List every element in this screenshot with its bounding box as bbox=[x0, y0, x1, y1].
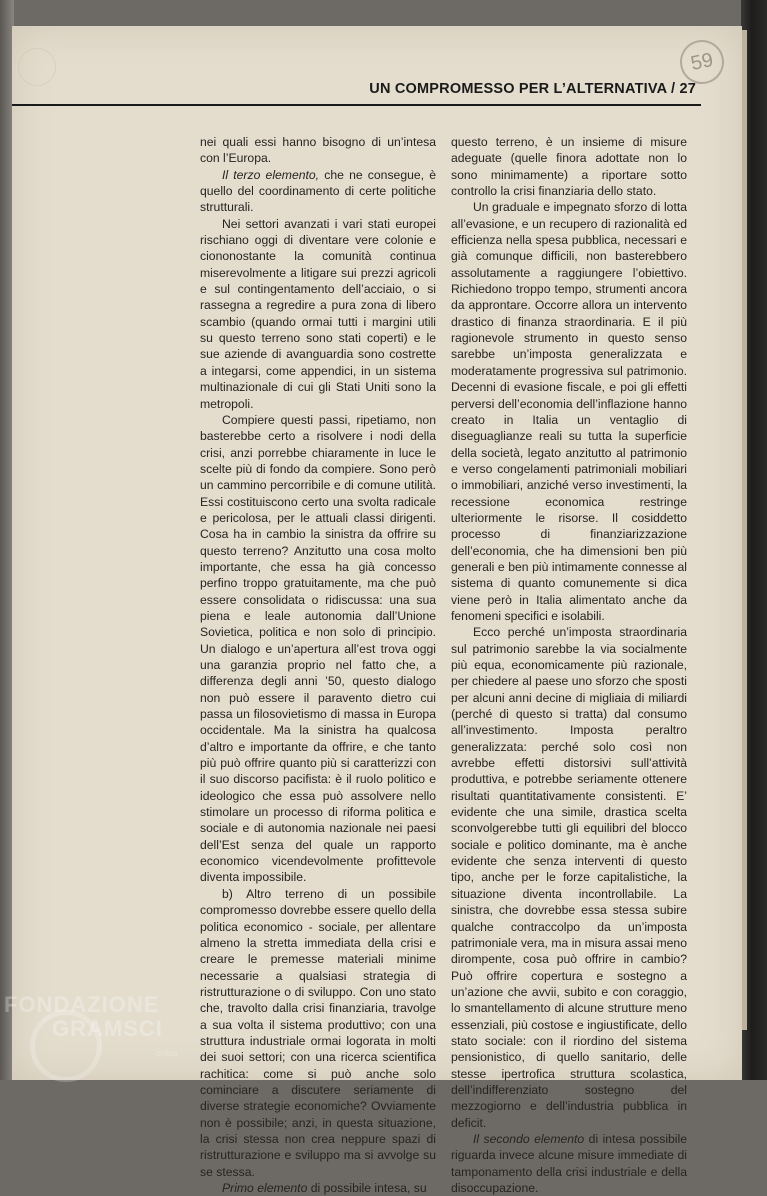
paragraph bbox=[451, 1131, 687, 1196]
emphasis-terzo: Il terzo elemento, bbox=[222, 167, 320, 182]
scan-edge-right bbox=[741, 0, 767, 1080]
paragraph-rest: di intesa possibile riguarda invece alcune misure immediate di tamponamento della crisi industriale e della disoccupazione. bbox=[451, 1131, 687, 1195]
paragraph: b) Altro terreno di un possibile compromesso dovrebbe essere quello della politica economico - sociale, per allentare almeno la stretta immediata della crisi e creare le premesse materiali minime necessarie a qualsiasi strategia di ristrutturazione o di sviluppo. Con uno stato che, travolto dalla crisi finanziaria, travolge a sua volta il sistema produttivo; con una struttura industriale ormai logorata in molti dei suoi settori; con una ricerca scientifica rachitica: come si può anche solo cominciare a discutere seriamente di diverse strategie economiche? Ovviamente non è possibile; anzi, in questa situazione, la crisi stessa non crea neppure spazi di ristrutturazione e sviluppo ma si avvolge su se stessa. bbox=[200, 886, 436, 1179]
paragraph: nei quali essi hanno bisogno di un’intesa con l’Europa. bbox=[200, 135, 436, 166]
paragraph-rest: che ne consegue, è quello del coordinamento di certe politiche strutturali. bbox=[200, 167, 436, 215]
paragraph: Nei settori avanzati i vari stati europei rischiano oggi di diventare vere colonie e ciononostante la comunità continua miserevolmente a litigare sui prezzi agricoli e sul contingentamento dell’acciaio, o si rassegna a regredire a pura zona di libero scambio (quando ormai tutti i margini utili su questo terreno sono stati coperti) e le sue aziende di avanguardia sono costrette a integarsi, come appendici, in un sistema multinazionale di cui gli Stati Uniti sono la metropoli. bbox=[200, 216, 436, 411]
emphasis-primo: Primo elemento bbox=[222, 1181, 308, 1195]
paragraph-rest: di possibile intesa, su bbox=[307, 1181, 427, 1195]
watermark-line3: onlus bbox=[156, 1048, 178, 1058]
document-page bbox=[12, 26, 742, 1195]
watermark-line1: FONDAZIONE bbox=[4, 992, 160, 1017]
right-column bbox=[451, 134, 687, 1196]
header-rule bbox=[12, 104, 701, 106]
paragraph: Ecco perché un’imposta straordinaria sul patrimonio sarebbe la via socialmente più equa, economicamente più razionale, per chiedere al paese uno sforzo che sposti per alcuni anni decine di migliaia di miliardi (perché di questo si tratta) dal consumo all’investimento. Imposta peraltro generalizzata: perché solo così non avrebbe effetti distorsivi sull’attività produttiva, e potrebbe seriamente ottenere risultati quantitativamente consistenti. E’ evidente che una simile, drastica scelta sconvolgerebbe tutti gli equilibri del blocco sociale e politico dominante, ma è anche evidente che senza interventi di questo tipo, anche per le forze capitalistiche, la situazione diventa incontrollabile. La sinistra, che dovrebbe essa stessa subire qualche contraccolpo da un’imposta patrimoniale vera, ma in misura assai meno dirompente, cosa può offrire in cambio? Può offrire copertura e sostegno a un’azione che avvii, subito e con coraggio, lo smantellamento di alcune strutture meno essenziali, più costose e ingiustificate, dello stato sociale: con il riordino del sistema pensionistico, di quello sanitario, delle stesse ipertrofica struttura scolastica, dell’indifferenziato sostegno del mezzogiorno e dell’industria pubblica in deficit. bbox=[451, 625, 687, 1130]
left-column bbox=[200, 134, 436, 1196]
running-header: UN COMPROMESSO PER L’ALTERNATIVA / 27 bbox=[369, 81, 696, 97]
paragraph bbox=[200, 167, 436, 216]
emphasis-secondo: Il secondo elemento bbox=[473, 1131, 585, 1146]
paragraph: questo terreno, è un insieme di misure adeguate (quelle finora adottate non lo sono minimamente) a riportare sotto controllo la crisi finanziaria dello stato. bbox=[451, 135, 687, 199]
watermark bbox=[4, 993, 194, 1065]
paragraph: Un graduale e impegnato sforzo di lotta all’evasione, e un recupero di razionalità ed efficienza nella spesa pubblica, necessari e già comunque difficili, non basterebbero assolutamente a raggiungere l’obiettivo. Richiedono troppo tempo, strumenti ancora da approntare. Occorre allora un intervento drastico di finanza straordinaria. E il più ragionevole strumento in questo senso sarebbe un’imposta generalizzata e moderatamente progressiva sul patrimonio. Decenni di evasione fiscale, e poi gli effetti perversi dell’economia dell’inflazione hanno creato in Italia un ventaglio di diseguaglianze reali su tutta la superficie della società, legato anzitutto al patrimonio e verso congelamenti patrimoniali mobiliari o immobiliari, anziché verso investimenti, la recessione economica restringe ulteriormente le risorse. Il cosiddetto processo di finanziarizzazione dell’economia, che ha dimensioni ben più generali e ben più intimamente connesse al sistema di quanto comunemente si dica viene però in Italia alimentato anche da fenomeni specifici e isolabili. bbox=[451, 200, 687, 623]
page-number-stamp: 59 bbox=[676, 36, 728, 88]
paragraph: Compiere questi passi, ripetiamo, non basterebbe certo a risolvere i nodi della crisi, anzi porrebbe chiaramente in luce le scelte più di fondo da compiere. Sono però un cammino percorribile e di comune utilità. Essi costituiscono certo una svolta radicale e pericolosa, per le attuali classi dirigenti. Cosa ha in cambio la sinistra da offrire su questo terreno? Anzitutto una cosa molto importante, che essa ha già concesso perfino troppo gratuitamente, ma che può essere consolidata o ridiscussa: una sua piena e leale autonomia dall’Unione Sovietica, politica e non solo di principio. Un dialogo e un’apertura all’est trova oggi una garanzia proprio nel fatto che, a differenza degli anni ’50, questo dialogo non può essere il paravento dietro cui passa un filosovietismo di massa in Europa occidentale. Ma la sinistra ha qualcosa d’altro e importante da offrire, e che tanto più può offrire quanto più si caratterizzi con il suo discorso pacifista: è il ruolo politico e ideologico che essa può assolvere nello stimolare un processo di riforma politica e sociale e di autonomia nazionale nei paesi dell’Est senza del quale un rapporto economico vicendevolmente profittevole diventa impossibile. bbox=[200, 412, 436, 885]
watermark-line2: GRAMSCI bbox=[52, 1016, 163, 1041]
paragraph bbox=[200, 1180, 436, 1196]
